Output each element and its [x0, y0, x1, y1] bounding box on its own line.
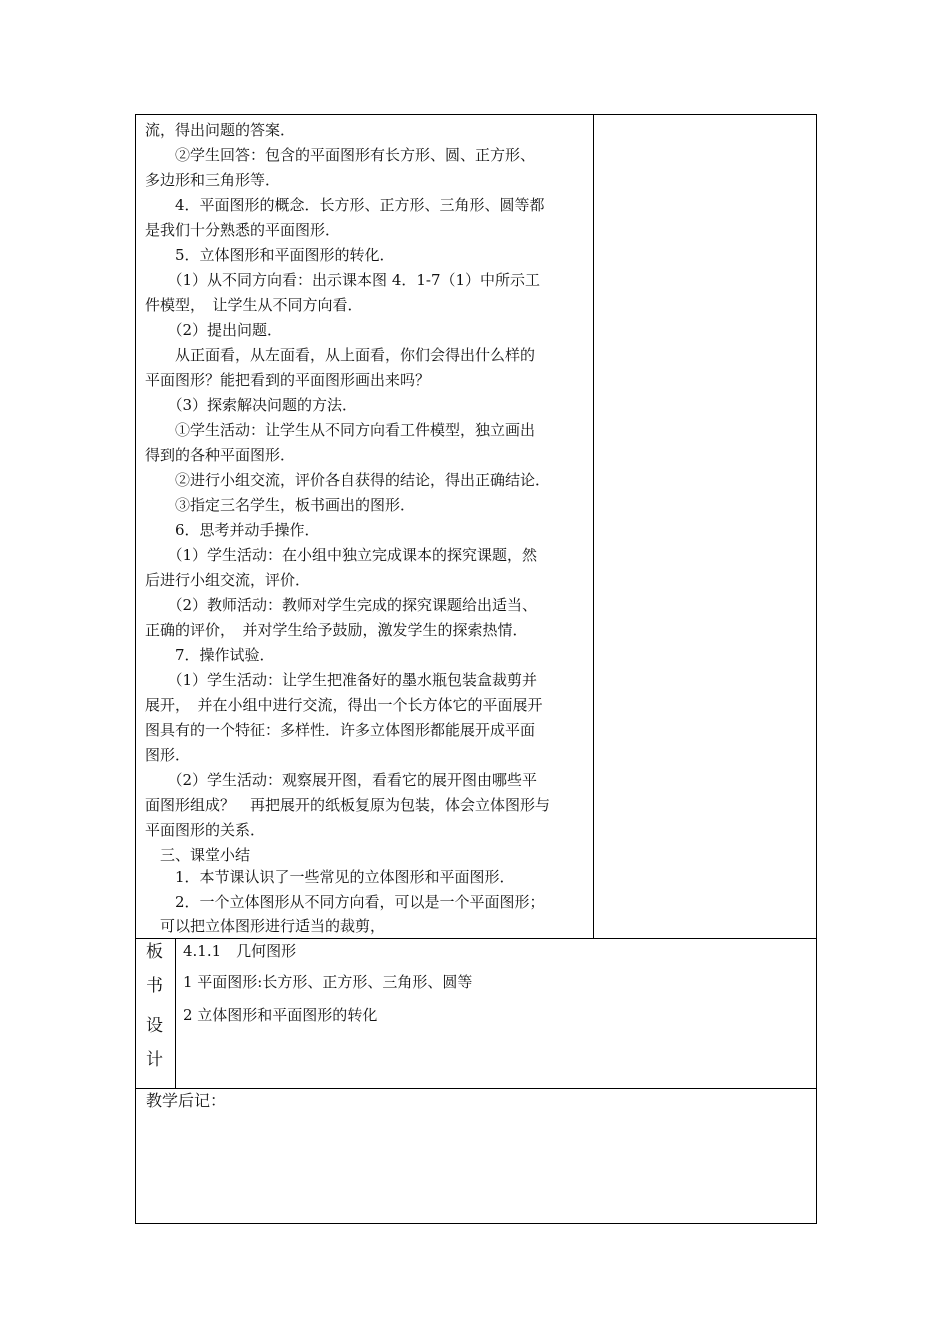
- lesson-line: （2）学生活动：观察展开图，看看它的展开图由哪些平: [145, 771, 538, 789]
- lesson-line: 平面图形的关系．: [145, 821, 266, 839]
- lesson-line: ②进行小组交流，评价各自获得的结论，得出正确结论．: [145, 471, 551, 489]
- lesson-line: 得到的各种平面图形．: [145, 446, 296, 464]
- lesson-line: 流，得出问题的答案．: [145, 121, 296, 139]
- lesson-line: 图形．: [145, 746, 191, 764]
- lesson-line: 后进行小组交流，评价．: [145, 571, 311, 589]
- lesson-line: 2．一个立体图形从不同方向看，可以是一个平面图形；: [145, 893, 545, 911]
- board-title: 4.1.1 几何图形: [183, 942, 297, 960]
- lesson-line: （1）学生活动：让学生把准备好的墨水瓶包装盒裁剪并: [145, 671, 538, 689]
- postscript-label: 教学后记：: [146, 1091, 227, 1110]
- lesson-line: ①学生活动：让学生从不同方向看工件模型，独立画出: [145, 421, 536, 439]
- board-label-char: 计: [146, 1050, 163, 1070]
- lesson-line: 平面图形？能把看到的平面图形画出来吗？: [145, 371, 431, 389]
- lesson-line: 6．思考并动手操作．: [145, 521, 320, 539]
- lesson-line: （2）教师活动：教师对学生完成的探究课题给出适当、: [145, 596, 538, 614]
- lesson-line: 是我们十分熟悉的平面图形．: [145, 221, 341, 239]
- lesson-line: 正确的评价， 并对学生给予鼓励，激发学生的探索热情．: [145, 621, 528, 639]
- lesson-line: （2）提出问题．: [145, 321, 283, 339]
- lesson-line: 可以把立体图形进行适当的裁剪，: [145, 917, 386, 935]
- lesson-line: （1）学生活动：在小组中独立完成课本的探究课题，然: [145, 546, 538, 564]
- lesson-line: ③指定三名学生，板书画出的图形．: [145, 496, 416, 514]
- lesson-line: 展开， 并在小组中进行交流，得出一个长方体它的平面展开: [145, 696, 543, 714]
- lesson-line: （1）从不同方向看：出示课本图 4．1-7（1）中所示工: [145, 271, 541, 289]
- board-label-char: 书: [146, 976, 163, 996]
- lesson-line: 多边形和三角形等．: [145, 171, 281, 189]
- board-item: 2 立体图形和平面图形的转化: [183, 1006, 378, 1024]
- lesson-line: （3）探索解决问题的方法．: [145, 396, 358, 414]
- lesson-line: 5．立体图形和平面图形的转化．: [145, 246, 395, 264]
- postscript-cell: [135, 1088, 817, 1224]
- lesson-line: 1．本节课认识了一些常见的立体图形和平面图形．: [145, 868, 515, 886]
- lesson-line: 件模型， 让学生从不同方向看．: [145, 296, 363, 314]
- board-divider: [175, 938, 176, 1089]
- lesson-line: ②学生回答：包含的平面图形有长方形、圆、正方形、: [145, 146, 536, 164]
- notes-side-cell: [593, 114, 817, 939]
- board-item: 1 平面图形:长方形、正方形、三角形、圆等: [183, 973, 473, 991]
- lesson-line: 图具有的一个特征：多样性．许多立体图形都能展开成平面: [145, 721, 536, 739]
- lesson-line: 面图形组成？ 再把展开的纸板复原为包装，体会立体图形与: [145, 796, 551, 814]
- board-label-char: 板: [146, 942, 163, 962]
- lesson-line: 从正面看，从左面看，从上面看，你们会得出什么样的: [145, 346, 536, 364]
- lesson-line: 三、课堂小结: [145, 846, 251, 864]
- lesson-line: 7．操作试验．: [145, 646, 275, 664]
- lesson-line: 4．平面图形的概念．长方形、正方形、三角形、圆等都: [145, 196, 545, 214]
- board-label-char: 设: [146, 1016, 163, 1036]
